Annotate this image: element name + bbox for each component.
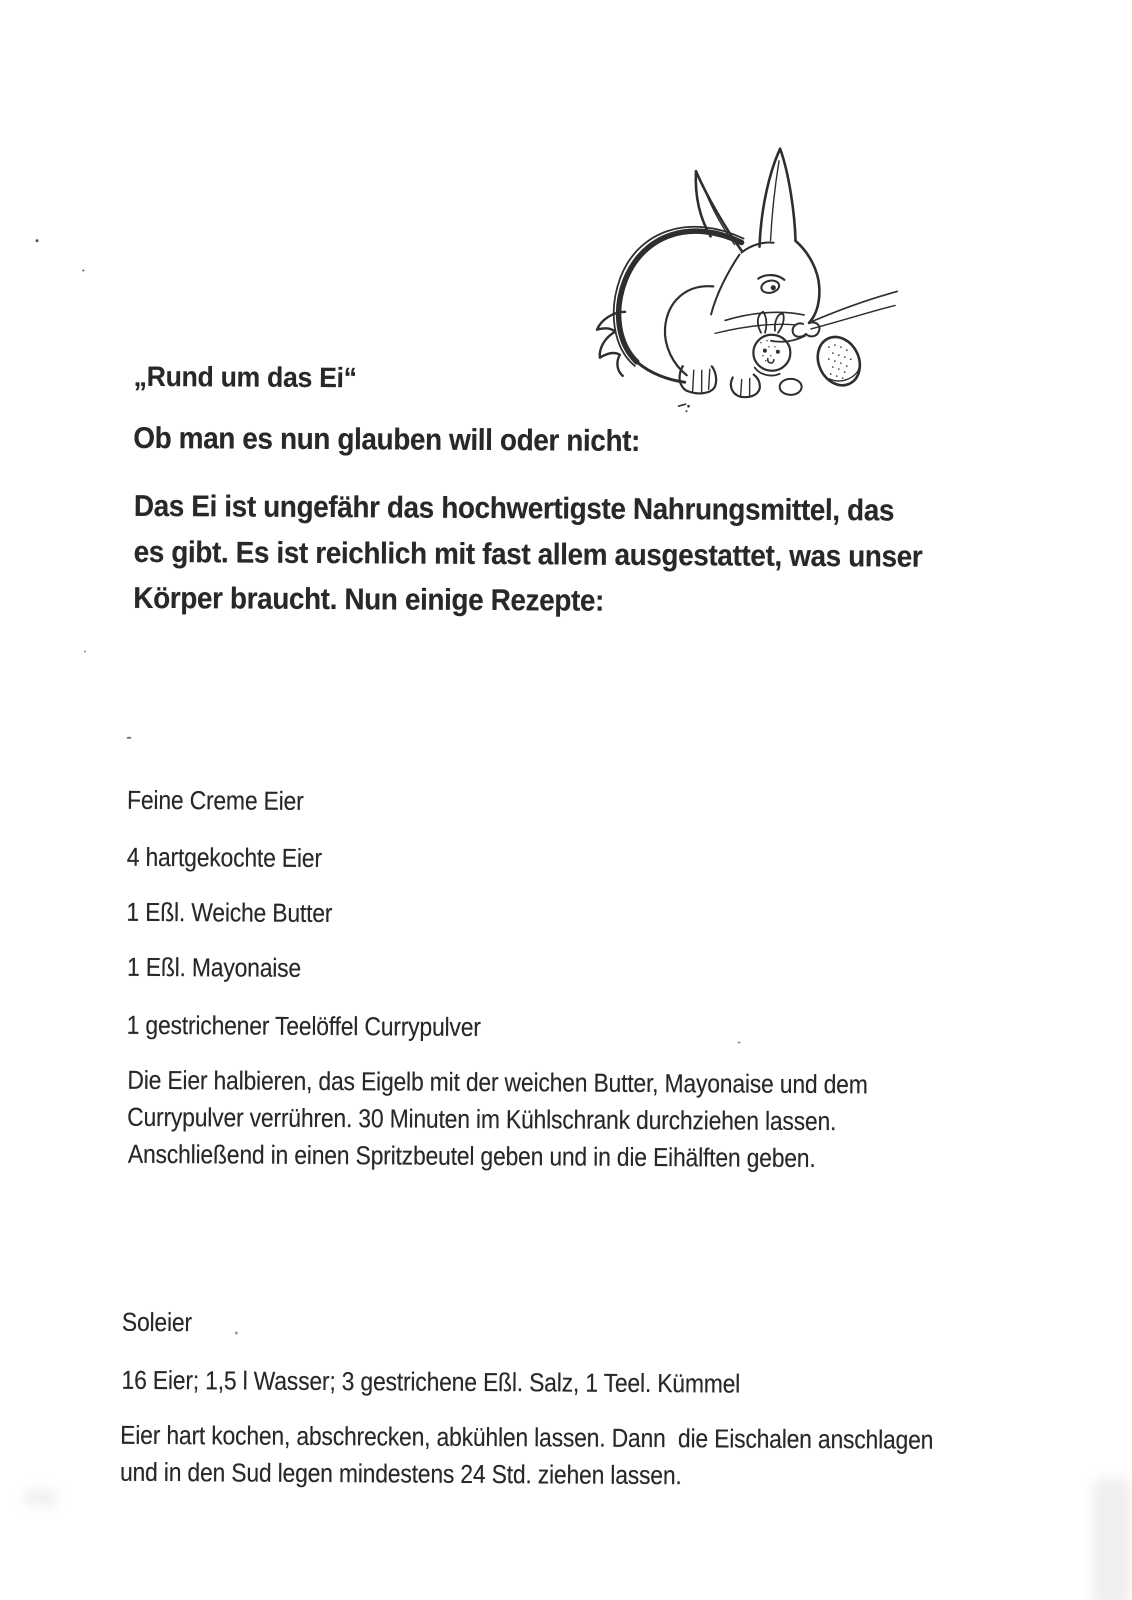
scan-speck xyxy=(738,1042,741,1044)
instruction-line: Currypulver verrühren. 30 Minuten im Kühlschrank durchziehen lassen. xyxy=(127,1101,837,1137)
instruction-line: Eier hart kochen, abschrecken, abkühlen lassen. Dann die Eischalen anschlagen xyxy=(120,1419,934,1455)
intro-line: Körper braucht. Nun einige Rezepte: xyxy=(133,581,605,618)
easter-egg xyxy=(810,330,868,392)
small-egg xyxy=(780,379,802,395)
scan-smudge xyxy=(24,1490,58,1506)
rabbit-paw xyxy=(731,374,760,397)
ingredient-line: 1 gestrichener Teelöffel Currypulver xyxy=(126,1009,481,1042)
scan-speck xyxy=(84,651,86,653)
baby-bunny-ear xyxy=(775,314,784,333)
instruction-line: Die Eier halbieren, das Eigelb mit der weichen Butter, Mayonaise und dem xyxy=(127,1064,868,1100)
instruction-line: und in den Sud legen mindestens 24 Std. ziehen lassen. xyxy=(119,1456,682,1491)
scan-speck xyxy=(235,1331,238,1334)
intro-line: es gibt. Es ist reichlich mit fast allem ausgestattet, was unser xyxy=(133,535,923,574)
recipe-name: Soleier xyxy=(121,1306,193,1338)
scan-smudge xyxy=(1092,1478,1132,1600)
instruction-line: Anschließend in einen Spritzbeutel geben und in die Eihälften geben. xyxy=(127,1138,816,1174)
recipe-name: Feine Creme Eier xyxy=(127,784,304,816)
ingredient-line: 4 hartgekochte Eier xyxy=(126,841,322,873)
rabbit-paw xyxy=(679,366,716,393)
rabbit-right-ear xyxy=(760,149,781,247)
baby-bunny-ear xyxy=(758,312,767,333)
ingredient-line: 1 Eßl. Mayonaise xyxy=(127,951,302,983)
rabbit-head xyxy=(795,241,820,323)
scan-speck xyxy=(36,239,39,242)
ingredient-line: 16 Eier; 1,5 l Wasser; 3 gestrichene Eßl. Salz, 1 Teel. Kümmel xyxy=(121,1364,741,1399)
intro-heading: Ob man es nun glauben will oder nicht: xyxy=(133,421,641,458)
scan-speck xyxy=(126,737,131,739)
page-title: „Rund um das Ei“ xyxy=(133,360,357,394)
intro-line: Das Ei ist ungefähr das hochwertigste Nahrungsmittel, das xyxy=(133,489,895,528)
rabbit-with-egg-illustration xyxy=(582,134,914,423)
rabbit-eye xyxy=(760,279,780,294)
egg-stipple xyxy=(828,344,852,379)
scan-speck xyxy=(82,270,84,272)
ingredient-line: 1 Eßl. Weiche Butter xyxy=(126,896,333,929)
